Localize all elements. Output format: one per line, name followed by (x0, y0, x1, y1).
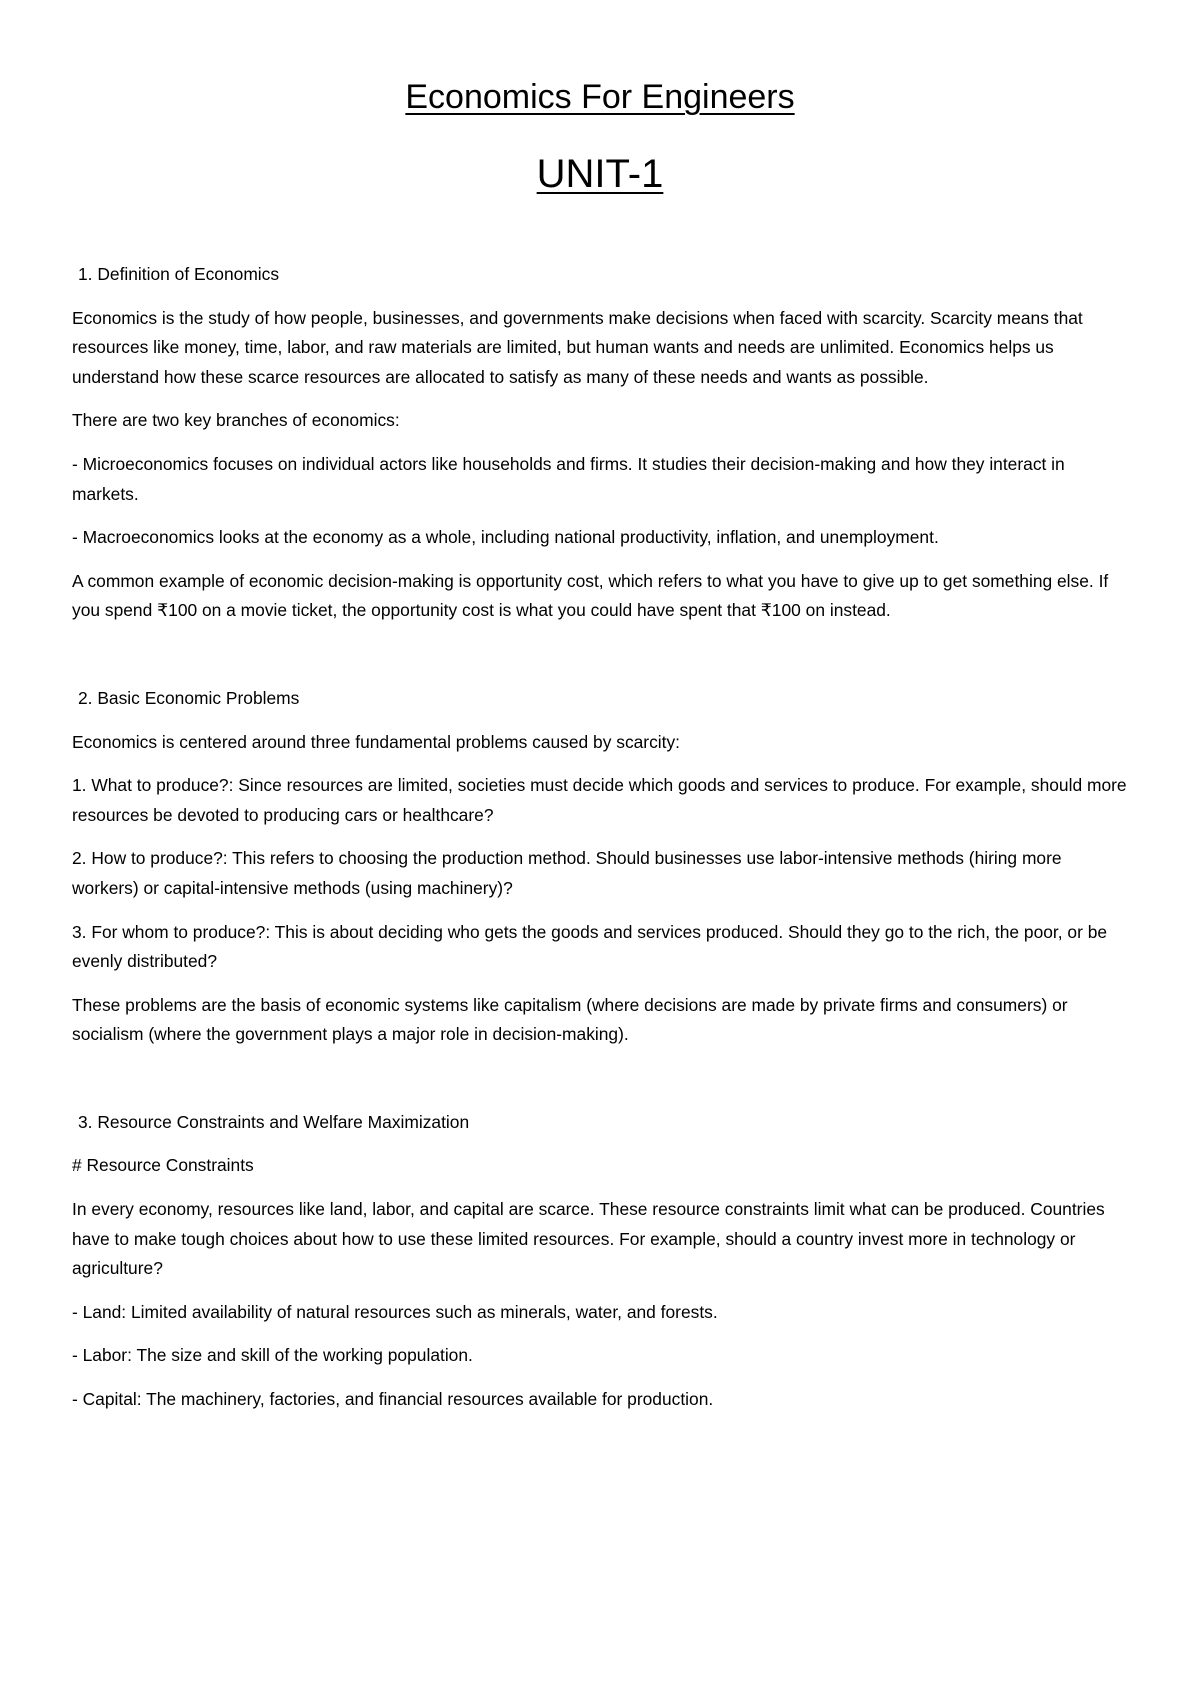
section-definition-of-economics (72, 260, 1132, 626)
unit-title: UNIT-1 (536, 152, 664, 196)
paragraph: There are two key branches of economics: (72, 410, 400, 431)
list-item: - Macroeconomics looks at the economy as a whole, including national productivity, inflation, and unemployment. (72, 527, 939, 548)
document-title: Economics For Engineers (405, 78, 795, 116)
list-item: 3. For whom to produce?: This is about deciding who gets the goods and services produced. Should they go to the rich, the poor, or be evenly distributed? (72, 921, 1108, 972)
section-spacer (72, 1064, 1132, 1108)
list-item: - Microeconomics focuses on individual actors like households and firms. It studies their decision-making and how they interact in markets. (72, 453, 1065, 504)
document-body (72, 260, 1132, 1429)
subheading: # Resource Constraints (72, 1155, 254, 1176)
list-item: - Capital: The machinery, factories, and financial resources available for production. (72, 1389, 714, 1410)
section-heading: 2. Basic Economic Problems (78, 687, 300, 708)
paragraph: Economics is centered around three fundamental problems caused by scarcity: (72, 731, 681, 752)
section-heading: 3. Resource Constraints and Welfare Maximization (78, 1111, 470, 1132)
paragraph: Economics is the study of how people, businesses, and governments make decisions when faced with scarcity. Scarcity means that resources like money, time, labor, and raw materials are limited, but human wants and needs are unlimited. Economics helps us understand how these scarce resources are allocated to satisfy as many of these needs and wants as possible. (72, 307, 1083, 387)
section-resource-constraints (72, 1108, 1132, 1415)
section-heading: 1. Definition of Economics (78, 264, 280, 284)
list-item: - Land: Limited availability of natural resources such as minerals, water, and forests. (72, 1301, 718, 1322)
list-item: 1. What to produce?: Since resources are limited, societies must decide which goods and services to produce. For example, should more resources be devoted to producing cars or healthcare? (72, 775, 1127, 825)
list-item: - Labor: The size and skill of the working population. (72, 1345, 473, 1366)
paragraph: These problems are the basis of economic systems like capitalism (where decisions are made by private firms and consumers) or socialism (where the government plays a major role in decision-making). (72, 994, 1068, 1045)
section-basic-economic-problems (72, 684, 1132, 1050)
paragraph: In every economy, resources like land, labor, and capital are scarce. These resource constraints limit what can be produced. Countries have to make tough choices about how to use these limited resources. For example, should a country invest more in technology or agriculture? (72, 1199, 1105, 1279)
list-item: 2. How to produce?: This refers to choosing the production method. Should businesses use labor-intensive methods (hiring more workers) or capital-intensive methods (using machinery)? (72, 848, 1062, 898)
paragraph: A common example of economic decision-making is opportunity cost, which refers to what you have to give up to get something else. If you spend ₹100 on a movie ticket, the opportunity cost is what you could have spent that ₹100 on instead. (72, 570, 1109, 621)
section-spacer (72, 640, 1132, 684)
